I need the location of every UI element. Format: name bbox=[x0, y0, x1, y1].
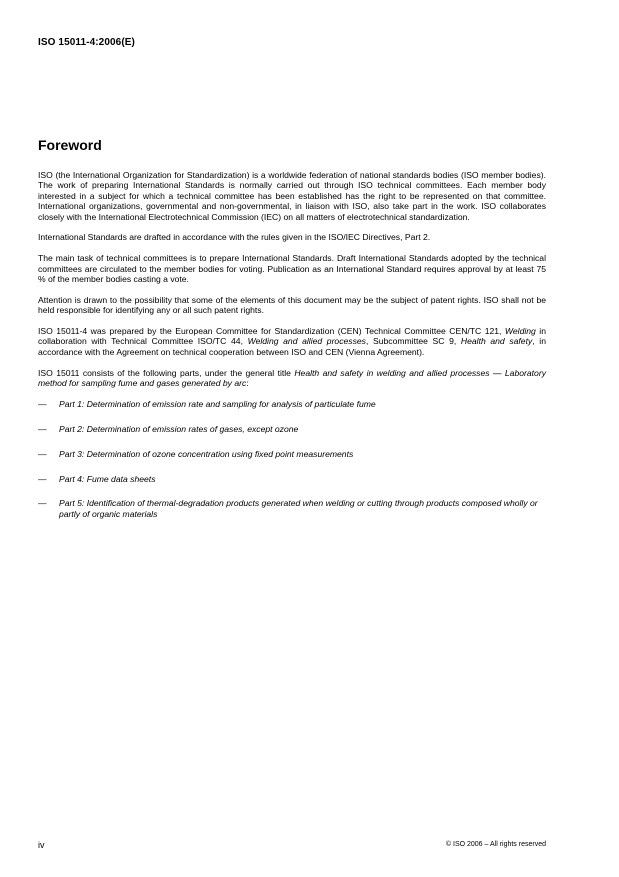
subcommittee-health-safety: Health and safety bbox=[460, 336, 533, 347]
general-title: Health and safety in welding and allied processes — Laboratory method for sampling fume and gases generated by arc bbox=[38, 367, 546, 389]
dash-bullet: — bbox=[38, 473, 47, 484]
list-item bbox=[38, 449, 546, 459]
page-number: iv bbox=[38, 840, 45, 850]
part-label: Part 2: Determination of emission rates of gases, except ozone bbox=[59, 423, 299, 434]
committee-welding-allied: Welding and allied processes bbox=[247, 336, 366, 347]
list-item bbox=[38, 498, 546, 519]
text-run: in collaboration with Technical Committee ISO/TC 44, bbox=[38, 326, 546, 347]
list-item bbox=[38, 399, 546, 409]
copyright-notice: © ISO 2006 – All rights reserved bbox=[445, 841, 546, 848]
document-id: ISO 15011-4:2006(E) bbox=[38, 37, 135, 48]
part-label: Part 4: Fume data sheets bbox=[59, 473, 156, 484]
paragraph-parts-intro bbox=[38, 368, 546, 389]
part-label: Part 3: Determination of ozone concentration using fixed point measurements bbox=[59, 448, 354, 459]
part-label: Part 5: Identification of thermal-degradation products generated when welding or cutting through products composed wholly or partly of organic materials bbox=[59, 498, 538, 519]
paragraph-iso-intro: ISO (the International Organization for Standardization) is a worldwide federation of national standards bodies (ISO member bodies). The work of preparing International Standards is normally carried out through ISO technical committees. Each member body interested in a subject for which a technical committee has been established has the right to be represented on that committee. International organizations, governmental and non-governmental, in liaison with ISO, also take part in the work. ISO collaborates closely with the International Electrotechnical Commission (IEC) on all matters of electrotechnical standardization. bbox=[38, 170, 546, 222]
text-run: , Subcommittee SC 9, bbox=[365, 336, 461, 347]
text-run: ISO 15011-4 was prepared by the European Committee for Standardization (CEN) Technical Committee CEN/TC 121, bbox=[38, 326, 505, 337]
paragraph-directives: International Standards are drafted in accordance with the rules given in the ISO/IEC Directives, Part 2. bbox=[38, 232, 431, 243]
dash-bullet: — bbox=[38, 498, 47, 509]
paragraph-prepared-by bbox=[38, 326, 546, 357]
list-item bbox=[38, 474, 546, 484]
parts-list bbox=[38, 399, 546, 519]
text-run: , in accordance with the Agreement on technical cooperation between ISO and CEN (Vienna Agreement). bbox=[38, 336, 546, 357]
dash-bullet: — bbox=[38, 448, 47, 459]
page-title: Foreword bbox=[38, 137, 102, 153]
committee-welding: Welding bbox=[504, 326, 536, 337]
list-item bbox=[38, 424, 546, 434]
text-run: : bbox=[246, 378, 249, 389]
dash-bullet: — bbox=[38, 398, 47, 409]
paragraph-committees: The main task of technical committees is to prepare International Standards. Draft International Standards adopted by the technical committees are circulated to the member bodies for voting. Publication as an International Standard requires approval by at least 75 % of the member bodies casting a vote. bbox=[38, 253, 546, 285]
text-run: ISO 15011 consists of the following parts, under the general title bbox=[38, 367, 295, 378]
dash-bullet: — bbox=[38, 423, 47, 434]
part-label: Part 1: Determination of emission rate and sampling for analysis of particulate fume bbox=[59, 398, 376, 409]
foreword-body bbox=[38, 170, 546, 534]
paragraph-patent: Attention is drawn to the possibility that some of the elements of this document may be the subject of patent rights. ISO shall not be held responsible for identifying any or all such patent rights. bbox=[38, 294, 546, 316]
